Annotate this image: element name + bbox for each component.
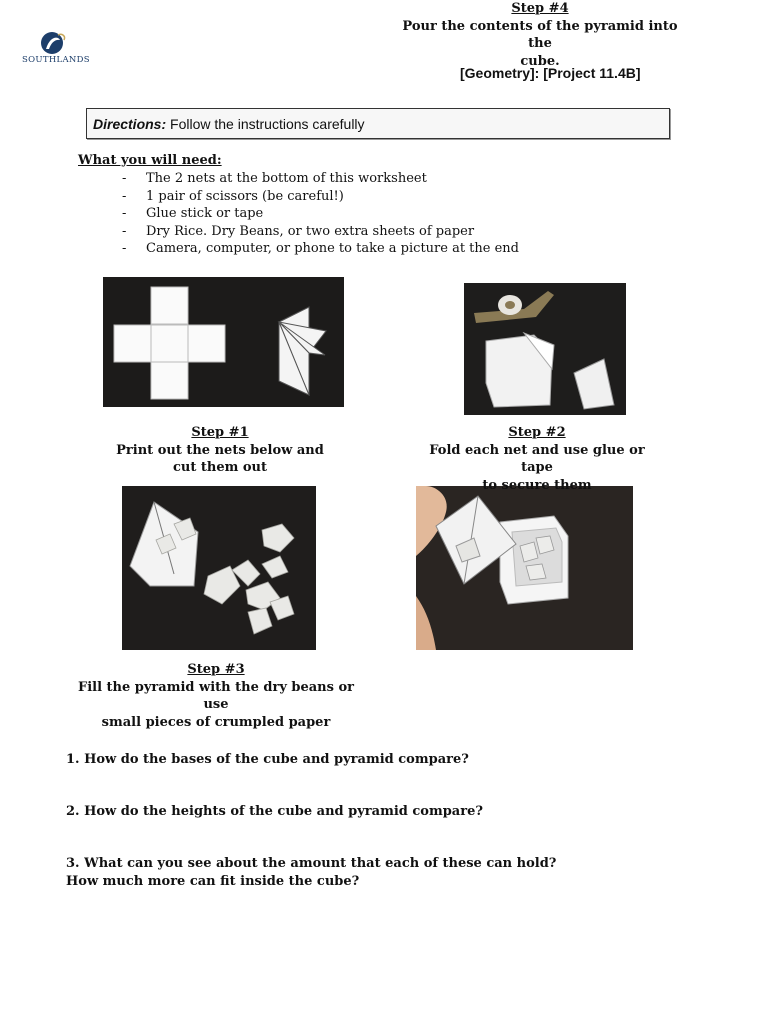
step-1-caption (110, 424, 330, 477)
question-text: 2. How do the heights of the cube and pyramid compare? (66, 804, 483, 819)
list-item: - Camera, computer, or phone to take a picture at the end (122, 240, 519, 258)
step-label: Step #3 (187, 662, 245, 677)
list-item: - 1 pair of scissors (be careful!) (122, 188, 519, 206)
step-text-line: cut them out (172, 460, 268, 475)
photo-nets (103, 277, 344, 407)
needs-title: What you will need: (78, 153, 222, 168)
list-item: - Glue stick or tape (122, 205, 519, 223)
directions-box (86, 108, 670, 139)
step-text-line: to secure them (482, 477, 592, 493)
question-2 (66, 803, 483, 821)
step-label: Step #4 (511, 1, 569, 16)
school-logo (22, 30, 94, 72)
question-text: 3. What can you see about the amount that each of these can hold? (66, 856, 557, 871)
question-text: How much more can fit inside the cube? (66, 873, 360, 889)
step-text-line: small pieces of crumpled paper (101, 714, 331, 730)
step-text-line: Pour the contents of the pyramid into the (402, 18, 678, 51)
needs-list (122, 170, 519, 258)
step-text-line: Fill the pyramid with the dry beans or use (77, 679, 355, 712)
page-title: [Geometry]: [Project 11.4B] (460, 65, 641, 81)
step-text-line: Fold each net and use glue or tape (429, 442, 645, 475)
step-label: Step #1 (191, 425, 249, 440)
list-item: - Dry Rice. Dry Beans, or two extra sheets of paper (122, 223, 519, 241)
photo-pouring (416, 486, 633, 650)
step-text-line: Print out the nets below and (116, 442, 324, 458)
directions-label: Directions: (93, 116, 167, 132)
logo-name: SOUTHLANDS (22, 55, 90, 65)
step-2-caption (415, 424, 659, 494)
step-label: Step #2 (508, 425, 566, 440)
step-text-line: cube. (520, 53, 560, 69)
question-text: 1. How do the bases of the cube and pyramid compare? (66, 752, 469, 767)
step-3-caption (70, 661, 362, 731)
list-item: - The 2 nets at the bottom of this worksheet (122, 170, 519, 188)
question-3 (66, 855, 556, 890)
photo-crumpled-paper (122, 486, 316, 650)
photo-folded (464, 283, 626, 415)
question-1 (66, 751, 469, 769)
step-4-caption (400, 0, 680, 70)
directions-text: Follow the instructions carefully (170, 116, 365, 132)
